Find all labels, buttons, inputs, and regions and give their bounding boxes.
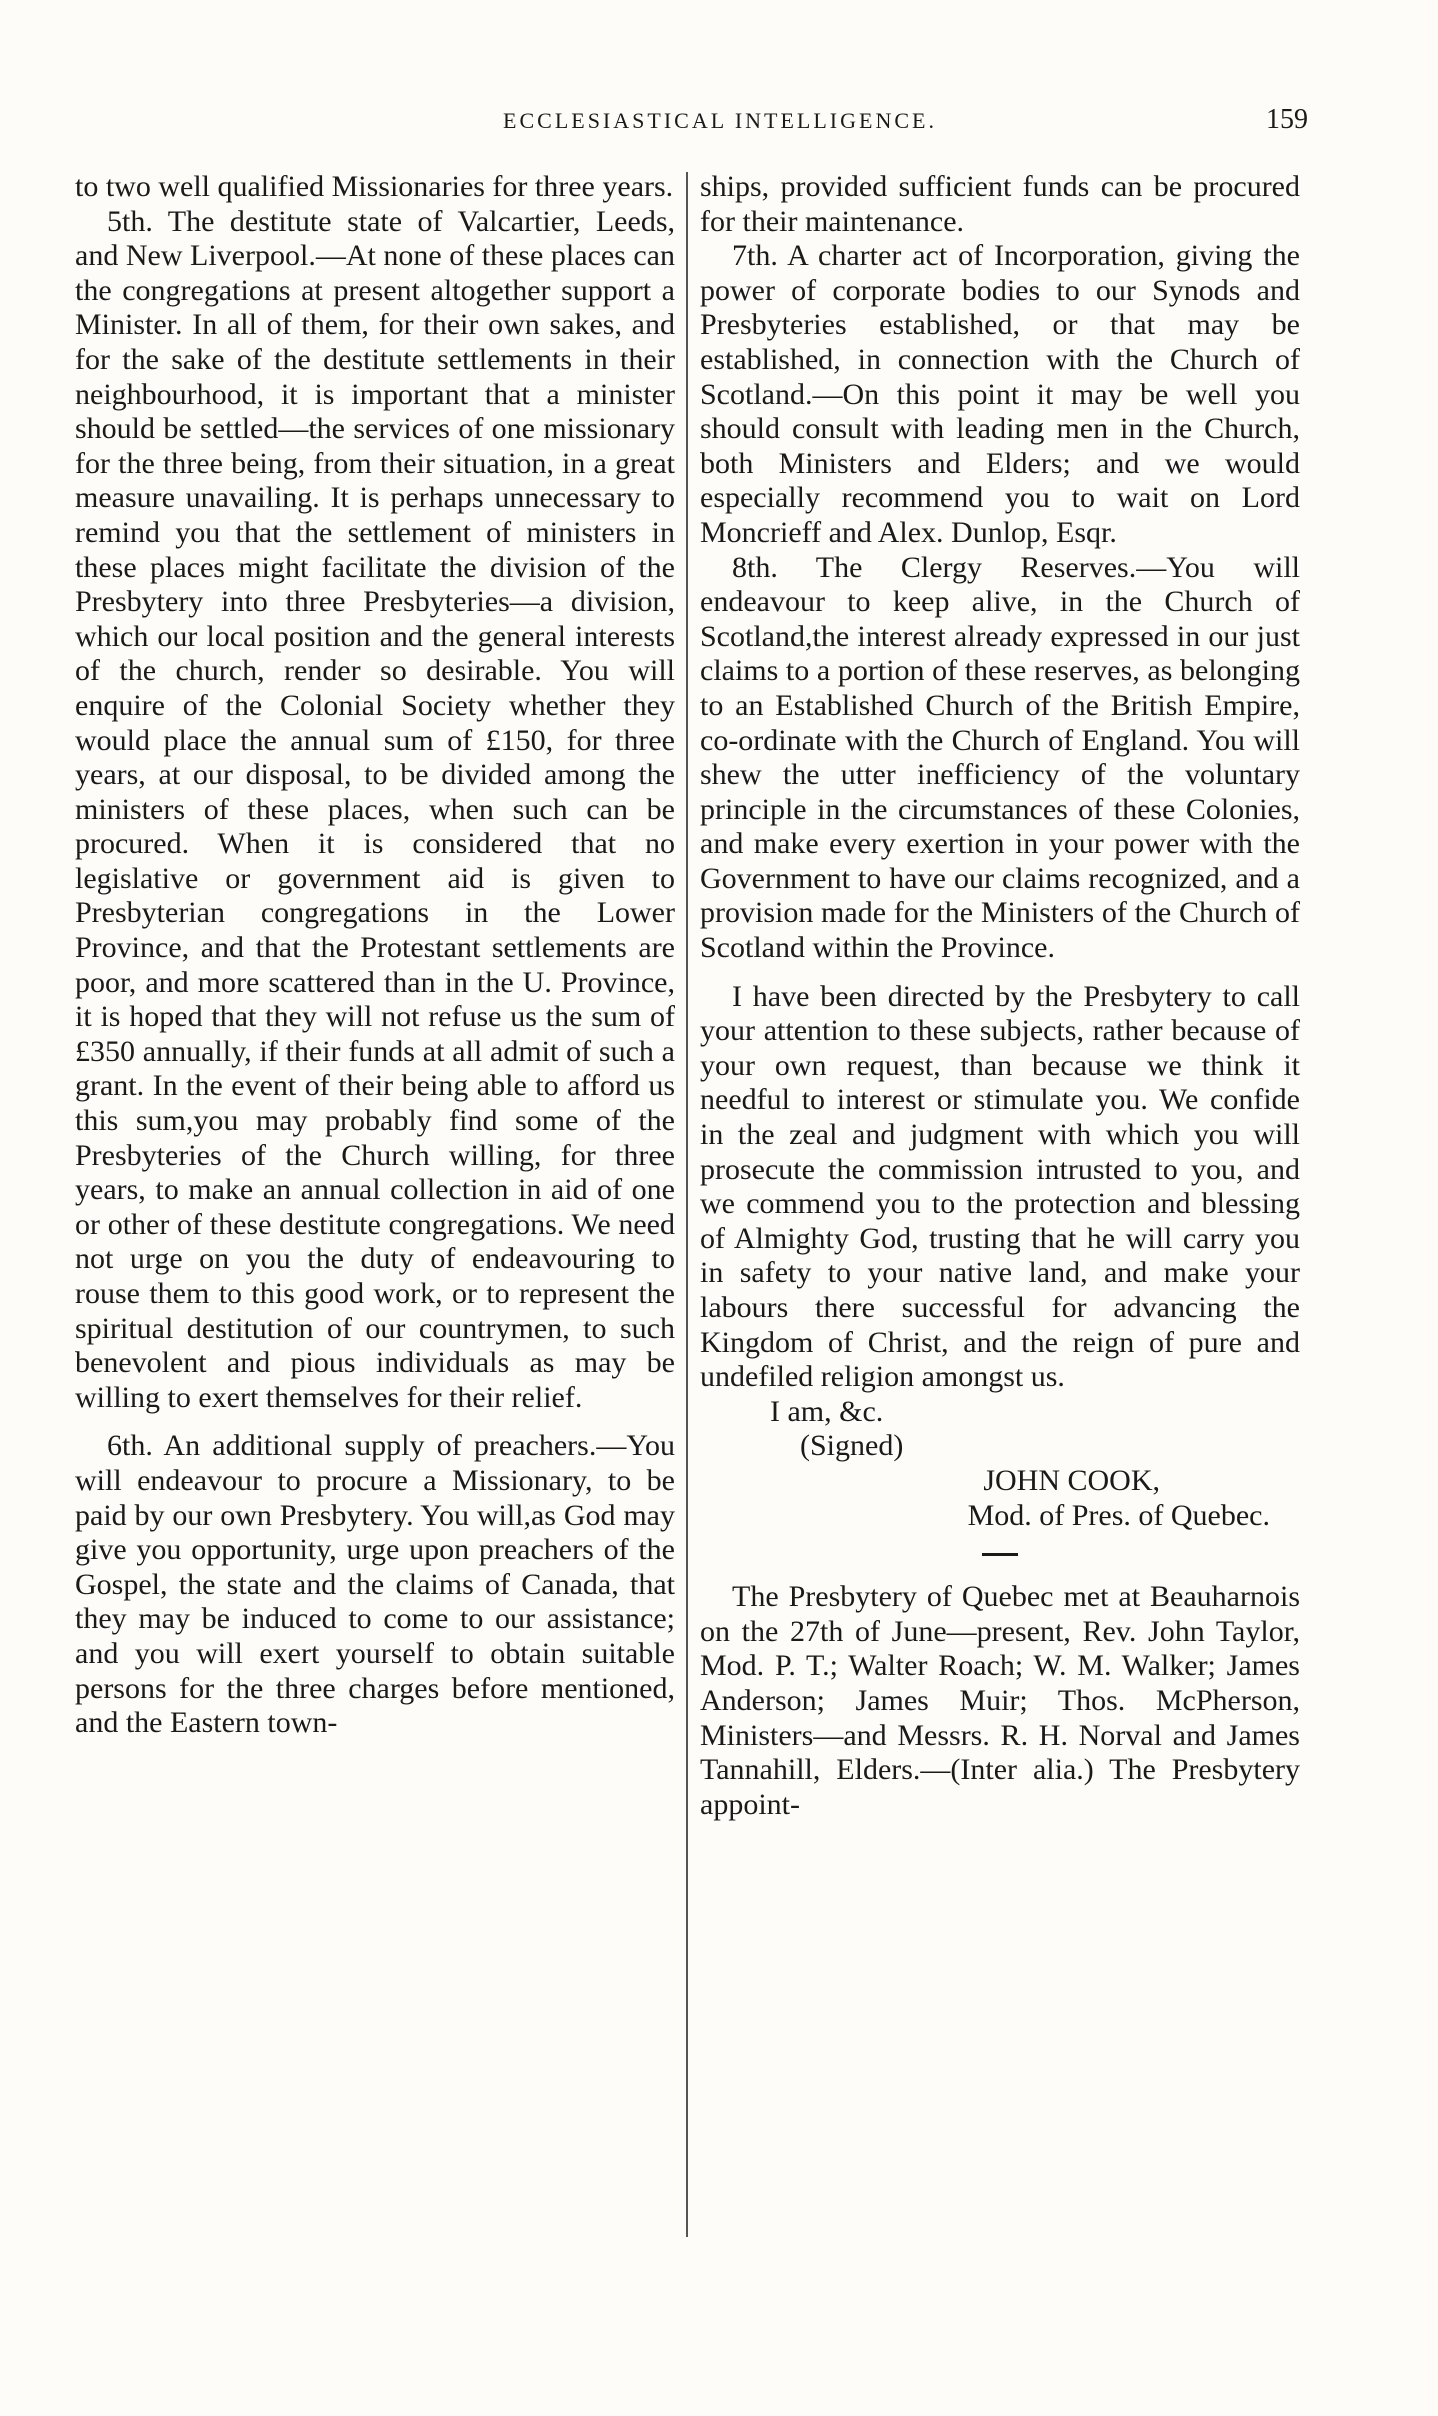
left-paragraph-2: 5th. The destitute state of Valcartier, Leeds, and New Liverpool.—At none of these places can the congregations at present altogether support a Minister. In all of them, for their own sakes, and for the sake of the destitute settlements in their neighbourhood, it is important that a minister should be settled—the services of one missionary for the three being, from their situation, in a great measure unavailing. It is perhaps unnecessary to remind you that the settlement of ministers in these places might facilitate the division of the Presbytery into three Presbyteries—a division, which our local position and the general interests of the church, render so desirable. You will enquire of the Colonial Society whether they would place the annual sum of £150, for three years, at our disposal, to be divided among the ministers of these places, when such can be procured. When it is considered that no legislative or government aid is given to Presbyterian congregations in the Lower Province, and that the Protestant settlements are poor, and more scattered than in the U. Province, it is hoped that they will not refuse us the sum of £350 annually, if their funds at all admit of such a grant. In the event of their being able to afford us this sum,you may probably find some of the Presbyteries of the Church willing, for three years, to make an annual collection in aid of one or other of these destitute congregations. We need not urge on you the duty of endeavouring to rouse them to this good work, or to represent the spiritual destitution of our countrymen, to such benevolent and pious individuals as may be willing to exert themselves for their relief. — [75, 204, 675, 1414]
section-separator — [982, 1553, 1018, 1556]
right-paragraph-5: The Presbytery of Quebec met at Beauharnois on the 27th of June—present, Rev. John Taylor, Mod. P. T.; Walter Roach; W. M. Walker; James Anderson; James Muir; Thos. McPherson, Ministers—and Messrs. R. H. Norval and James Tannahill, Elders.—(Inter alia.) The Presbytery appoint- — [700, 1580, 1300, 1821]
left-column — [75, 170, 675, 1741]
signed-note: (Signed) — [800, 1429, 904, 1463]
left-paragraph-1: to two well qualified Missionaries for three years. — [75, 170, 674, 203]
right-paragraph-3: 8th. The Clergy Reserves.—You will endeavour to keep alive, in the Church of Scotland,the interest already expressed in our just claims to a portion of these reserves, as belonging to an Established Church of the British Empire, co-ordinate with the Church of England. You will shew the utter inefficiency of the voluntary principle in the circumstances of these Colonies, and make every exertion in your power with the Government to have our claims recognized, and a provision made for the Ministers of the Church of Scotland within the Province. — [700, 550, 1300, 965]
right-paragraph-2: 7th. A charter act of Incorporation, giving the power of corporate bodies to our Synods and Presbyteries established, or that may be established, in connection with the Church of Scotland.—On this point it may be well you should consult with leading men in the Church, both Ministers and Elders; and we would especially recommend you to wait on Lord Moncrieff and Alex. Dunlop, Esqr. — [700, 239, 1300, 549]
column-divider — [686, 172, 688, 2237]
page-header — [70, 104, 1308, 148]
running-head: ECCLESIASTICAL INTELLIGENCE. — [503, 108, 937, 133]
right-paragraph-1: ships, provided sufficient funds can be procured for their maintenance. — [700, 170, 1300, 238]
signer-title: Mod. of Pres. of Quebec. — [967, 1498, 1270, 1532]
closing-salutation: I am, &c. — [770, 1394, 884, 1428]
letter-closing — [700, 1395, 1300, 1533]
right-column — [700, 170, 1300, 1822]
right-paragraph-4: I have been directed by the Presbytery to call your attention to these subjects, rather because of your own request, than because we think it needful to interest or stimulate you. We confide in the zeal and judgment with which you will prosecute the commission intrusted to you, and we commend you to the protection and blessing of Almighty God, trusting that he will carry you in safety to your native land, and make your labours there successful for advancing the Kingdom of Christ, and the reign of pure and undefiled religion amongst us. — [700, 979, 1300, 1394]
signer-name: JOHN COOK, — [983, 1463, 1160, 1497]
page-number: 159 — [1266, 104, 1308, 135]
left-paragraph-3: 6th. An additional supply of preachers.—You will endeavour to procure a Missionary, to be paid by our own Presbytery. You will,as God may give you opportunity, urge upon preachers of the Gospel, the state and the claims of Canada, that they may be induced to come to our assistance; and you will exert yourself to obtain suitable persons for the three charges before mentioned, and the Eastern town- — [75, 1429, 675, 1740]
